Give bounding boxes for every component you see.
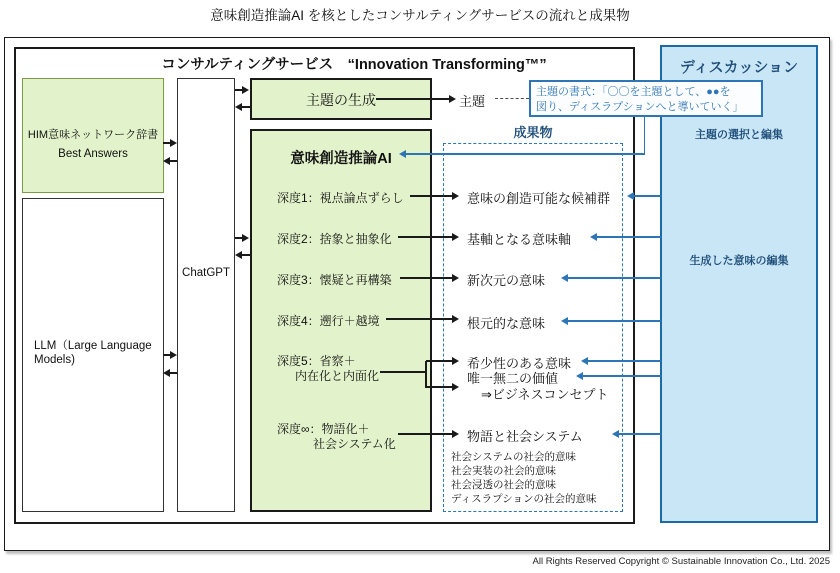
arrow-depth2-head-icon: [452, 233, 459, 241]
arrow-gpt-to-him-line: [169, 160, 177, 161]
deliverable-item-6: 唯一無二の価値: [467, 371, 559, 386]
deliverable-item-2: 基軸となる意味軸: [467, 232, 572, 247]
arrow-llm-to-gpt-head-icon: [170, 351, 177, 359]
edit-arrow-1-line: [633, 195, 661, 197]
arrow-depth4-head-icon: [452, 315, 459, 323]
arrow-gpt-to-llm-line: [169, 372, 177, 373]
best-answers-label: Best Answers: [58, 148, 128, 160]
arrow-gpt-to-ai-head-icon: [242, 234, 249, 242]
arrow-depth4-line: [386, 318, 453, 319]
arrow-depth3-line: [400, 277, 453, 278]
deliverable-note-3: 社会浸透の社会的意味: [451, 479, 556, 491]
deliverable-note-1: 社会システムの社会的意味: [451, 451, 576, 463]
edit-arrow-7-line: [618, 433, 661, 435]
theme-label: 主題: [459, 94, 486, 109]
arrow-depth1-line: [410, 195, 453, 196]
theme-format-line1: 主題の書式：「〇〇を主題として、●●を: [536, 86, 731, 98]
llm-label: LLM（Large Language Models): [34, 340, 152, 366]
depth-4-label: 深度4：遡行＋越境: [277, 314, 380, 328]
deliverable-item-7: ⇒ビジネスコンセプト: [481, 387, 609, 402]
deliverable-note-2: 社会実装の社会的意味: [451, 465, 556, 477]
him-dictionary-label: HIM意味ネットワーク辞書: [27, 129, 159, 141]
feedback-vertical-line: [644, 117, 645, 155]
deliverable-item-8: 物語と社会システム: [467, 429, 583, 444]
arrow-depth5b-line: [426, 386, 453, 387]
theme-arrowhead-icon: [449, 95, 456, 103]
deliverables-title: 成果物: [513, 125, 553, 140]
arrow-depth2-line: [398, 236, 453, 237]
deliverable-item-5: 希少性のある意味: [467, 356, 572, 371]
chatgpt-box: [177, 78, 235, 512]
depth-5-label2: 内在化と内面化: [295, 369, 380, 383]
copyright-notice: All Rights Reserved Copyright © Sustainable Innovation Co., Ltd. 2025: [532, 556, 830, 567]
chatgpt-label: ChatGPT: [182, 267, 230, 279]
arrow-depth5a-line: [426, 360, 453, 361]
depth-3-label: 深度3：懐疑と再構築: [277, 273, 392, 287]
edit-arrow-5-line: [587, 360, 661, 362]
theme-format-line2: 図り、ディスラプションへと導いていく」: [536, 101, 744, 113]
theme-generation-label: 主題の生成: [306, 92, 376, 108]
arrow-depth-inf-line: [398, 433, 453, 434]
discussion-title: ディスカッション: [679, 59, 799, 76]
edit-arrow-2-line: [596, 236, 661, 238]
deliverable-item-1: 意味の創造可能な候補群: [467, 191, 611, 206]
feedback-horizontal-line: [406, 153, 645, 155]
edit-arrow-3-line: [567, 277, 661, 279]
arrow-him-to-gpt-head-icon: [170, 139, 177, 147]
depth-1-label: 深度1：視点論点ずらし: [277, 191, 404, 205]
arrow-themegen-to-gpt-line: [241, 106, 250, 107]
depth-2-label: 深度2：捨象と抽象化: [277, 232, 392, 246]
deliverable-note-4: ディスラプションの社会的意味: [451, 493, 597, 505]
arrow-depth5b-head-icon: [452, 383, 459, 391]
page-title: 意味創造推論AI を核としたコンサルティングサービスの流れと成果物: [210, 8, 630, 23]
arrow-depth5-stub-line: [380, 371, 426, 372]
arrow-depth5-bracket-line: [425, 361, 426, 388]
arrow-depth5a-head-icon: [452, 357, 459, 365]
arrow-depth1-head-icon: [452, 192, 459, 200]
theme-callout-dashed-connector: [495, 98, 529, 99]
depth-inf-label2: 社会システム化: [313, 437, 396, 451]
arrow-depth3-head-icon: [452, 274, 459, 282]
edit-arrow-4-line: [567, 320, 661, 322]
inference-ai-title: 意味創造推論AI: [290, 151, 392, 167]
feedback-arrowhead-icon: [399, 150, 406, 158]
arrow-gpt-to-themegen-head-icon: [242, 86, 249, 94]
deliverable-item-3: 新次元の意味: [467, 273, 546, 288]
arrow-depth-inf-head-icon: [452, 430, 459, 438]
discussion-item-theme-edit: 主題の選択と編集: [695, 129, 783, 141]
discussion-item-meaning-edit: 生成した意味の編集: [689, 255, 789, 267]
edit-arrow-6-line: [582, 375, 661, 377]
deliverable-item-4: 根元的な意味: [467, 316, 546, 331]
depth-inf-label: 深度∞：物語化＋: [277, 422, 370, 436]
depth-5-label: 深度5：省察＋: [277, 354, 356, 368]
consulting-service-header: コンサルティングサービス “Innovation Transforming™”: [161, 57, 547, 73]
arrow-ai-to-gpt-line: [241, 254, 250, 255]
theme-arrow-line: [376, 98, 450, 99]
